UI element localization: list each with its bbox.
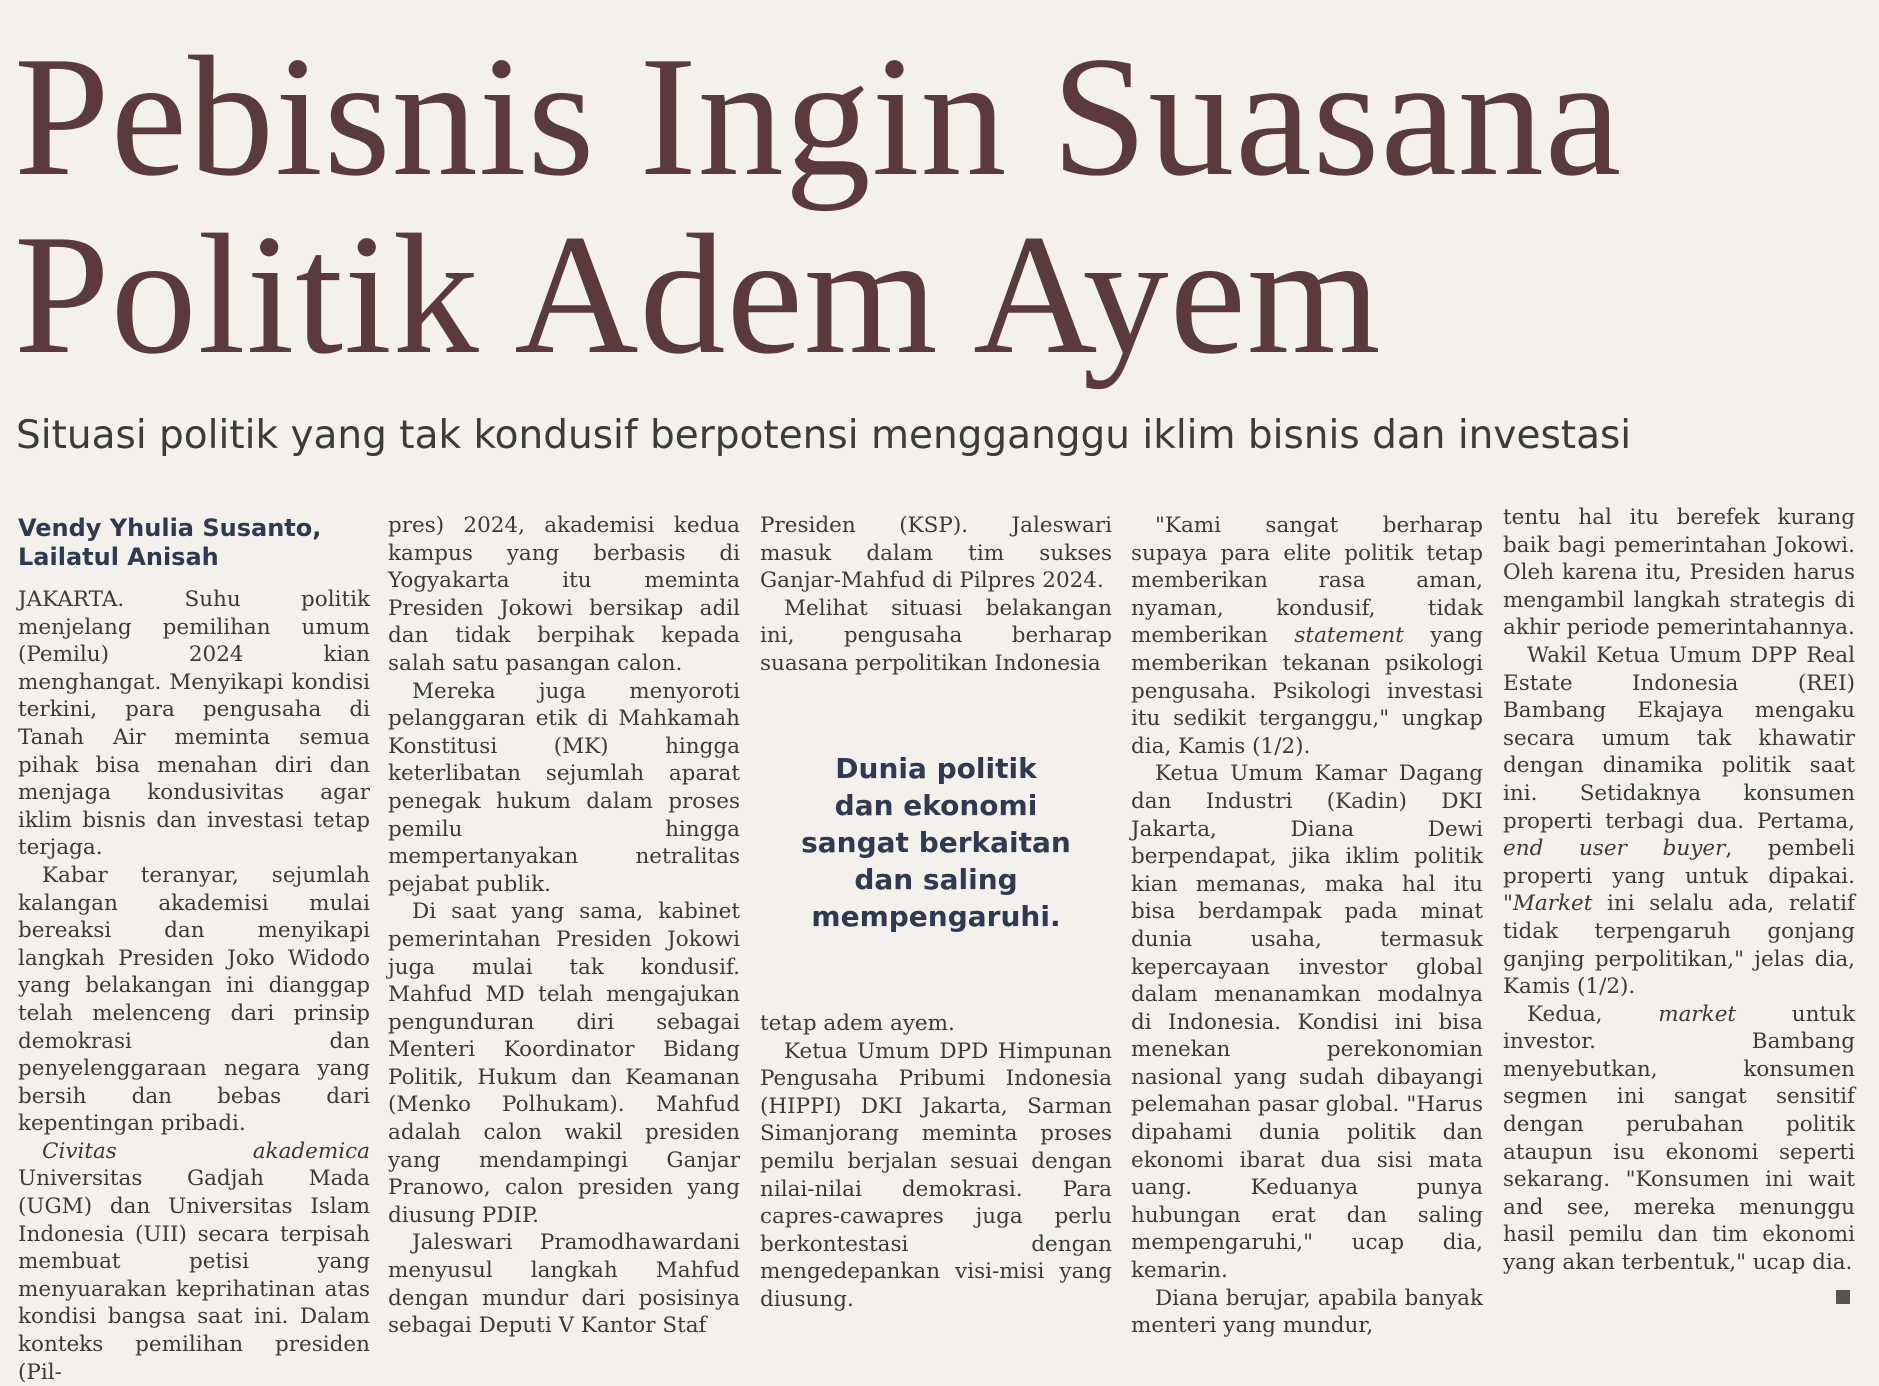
paragraph xyxy=(1503,642,1855,1001)
paragraph: Mereka juga menyoroti pelanggaran etik di Mahkamah Konstitusi (MK) hingga keterlibatan sejumlah aparat penegak hukum dalam proses pemilu hingga mempertanyakan netralitas pejabat publik. xyxy=(388,678,740,897)
paragraph: tentu hal itu berefek kurang baik bagi pemerintahan Jokowi. Oleh karena itu, Presiden harus mengambil langkah strategis di akhir periode pemerintahannya. xyxy=(1503,505,1855,641)
article-column-3-top xyxy=(760,512,1112,678)
paragraph xyxy=(1503,1001,1855,1277)
italic-term: end user buyer xyxy=(1503,836,1726,862)
headline-line-2: Politik Adem Ayem xyxy=(14,200,1382,390)
paragraph: Kabar teranyar, sejumlah kalangan akademisi mulai bereaksi dan menyikapi langkah Presiden Joko Widodo yang belakangan ini dianggap telah melenceng dari prinsip demokrasi dan penyelenggaraan negara yang bersih dan bebas dari kepentingan pribadi. xyxy=(18,862,370,1137)
italic-term: Market xyxy=(1512,891,1593,917)
italic-term: Civitas akademica xyxy=(42,1138,370,1164)
paragraph: Presiden (KSP). Jaleswari masuk dalam tim sukses Ganjar-Mahfud di Pilpres 2024. xyxy=(760,513,1112,594)
headline xyxy=(14,22,1864,390)
paragraph: Melihat situasi belakangan ini, pengusaha berharap suasana perpolitikan Indonesia xyxy=(760,595,1112,676)
paragraph: Jaleswari Pramodhawardani menyusul langkah Mahfud dengan mundur dari posisinya sebagai Deputi V Kantor Staf xyxy=(388,1230,740,1339)
paragraph-text: Kedua, xyxy=(1527,1001,1659,1027)
paragraph: tetap adem ayem. xyxy=(760,1011,955,1036)
paragraph-text: yang memberikan tekanan psikologi pengusaha. Psikologi investasi itu sedikit terganggu," ungkap dia, Kamis (1/2). xyxy=(1131,623,1483,759)
paragraph: Ketua Umum Kamar Dagang dan Industri (Kadin) DKI Jakarta, Diana Dewi berpendapat, jika iklim politik kian memanas, maka hal itu bisa berdampak pada minat dunia usaha, termasuk kepercayaan investor global dalam menanamkan modalnya di Indonesia. Kondisi ini bisa menekan perekonomian nasional yang sudah dibayangi pelemahan pasar global. "Harus dipahami dunia politik dan ekonomi ibarat dua sisi mata uang. Keduanya punya hubungan erat dan saling mempengaruhi," ucap dia, kemarin. xyxy=(1131,761,1483,1284)
byline xyxy=(18,514,368,572)
article-column-4 xyxy=(1131,512,1483,1340)
paragraph-text: "Kami sangat berharap supaya para elite politik tetap memberikan rasa aman, nyaman, kondusif, tidak memberikan xyxy=(1131,513,1483,649)
paragraph: Diana berujar, apabila banyak menteri yang mundur, xyxy=(1131,1285,1483,1339)
pull-quote-line: dan ekonomi xyxy=(834,789,1038,822)
headline-line-1: Pebisnis Ingin Suasana xyxy=(14,22,1623,212)
paragraph-text: , pembeli properti yang untuk dipakai. " xyxy=(1503,836,1855,917)
pull-quote-line: sangat berkaitan xyxy=(801,826,1071,859)
byline-author-1: Vendy Yhulia Susanto, xyxy=(18,514,322,542)
paragraph-text: untuk investor. Bambang menyebutkan, konsumen segmen ini sangat sensitif dengan perubahan politik ataupun isu ekonomi seperti sekarang. "Konsumen ini wait and see, mereka menunggu hasil pemilu dan tim ekonomi yang akan terbentuk," ucap dia. xyxy=(1503,1001,1855,1276)
paragraph-text: ini selalu ada, relatif tidak terpengaruh gonjang ganjing perpolitikan," jelas dia, Kamis (1/2). xyxy=(1503,891,1855,1000)
article-column-3-bottom xyxy=(760,1010,1112,1314)
pull-quote-line: mempengaruhi. xyxy=(811,900,1061,933)
paragraph: Ketua Umum DPD Himpunan Pengusaha Pribumi Indonesia (HIPPI) DKI Jakarta, Sarman Simanjorang meminta proses pemilu berjalan sesuai dengan nilai-nilai demokrasi. Para capres-cawapres juga perlu berkontestasi dengan mengedepankan visi-misi yang diusung. xyxy=(760,1038,1112,1312)
article-column-2 xyxy=(388,512,740,1340)
end-of-article-mark xyxy=(1836,1290,1850,1304)
pull-quote xyxy=(760,750,1112,935)
paragraph xyxy=(18,1138,370,1386)
italic-term: market xyxy=(1658,1001,1737,1027)
paragraph: pres) 2024, akademisi kedua kampus yang berbasis di Yogyakarta itu meminta Presiden Jokowi bersikap adil dan tidak berpihak kepada salah satu pasangan calon. xyxy=(388,513,740,676)
paragraph: JAKARTA. Suhu politik menjelang pemilihan umum (Pemilu) 2024 kian menghangat. Menyikapi kondisi terkini, para pengusaha di Tanah Air meminta semua pihak bisa menahan diri dan menjaga kondusivitas agar iklim bisnis dan investasi tetap terjaga. xyxy=(18,587,370,861)
paragraph-text: Universitas Gadjah Mada (UGM) dan Universitas Islam Indonesia (UII) secara terpisah membuat petisi yang menyuarakan keprihatinan atas kondisi bangsa saat ini. Dalam konteks pemilihan presiden (Pil- xyxy=(18,1166,370,1385)
italic-term: statement xyxy=(1294,623,1404,649)
article-column-5 xyxy=(1503,504,1855,1277)
pull-quote-line: dan saling xyxy=(854,863,1018,896)
paragraph: Di saat yang sama, kabinet pemerintahan Presiden Jokowi juga mulai tak kondusif. Mahfud MD telah mengajukan pengunduran diri sebagai Menteri Koordinator Bidang Politik, Hukum dan Keamanan (Menko Polhukam). Mahfud adalah calon wakil presiden yang mendampingi Ganjar Pranowo, calon presiden yang diusung PDIP. xyxy=(388,899,740,1228)
article-column-1 xyxy=(18,586,370,1386)
byline-author-2: Lailatul Anisah xyxy=(18,543,219,571)
deck-subtitle: Situasi politik yang tak kondusif berpotensi mengganggu iklim bisnis dan investasi xyxy=(16,413,1632,458)
pull-quote-line: Dunia politik xyxy=(835,752,1037,785)
paragraph xyxy=(1131,512,1483,760)
paragraph-text: Wakil Ketua Umum DPP Real Estate Indonesia (REI) Bambang Ekajaya mengaku secara umum tak khawatir dengan dinamika politik saat ini. Setidaknya konsumen properti terbagi dua. Pertama, xyxy=(1503,642,1855,834)
